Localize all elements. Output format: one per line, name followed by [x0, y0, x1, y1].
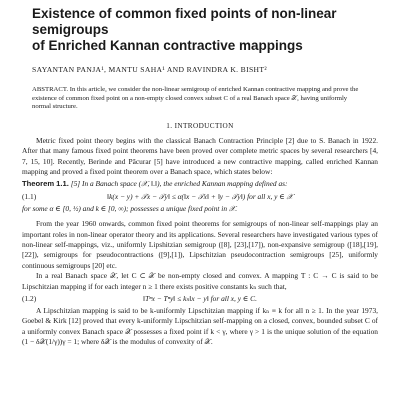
theorem-text: [5] In a Banach space (𝒳, ‖.‖), the enriched Kannan mapping defined as:	[70, 179, 288, 189]
abstract	[32, 86, 366, 112]
intro-paragraph: Metric fixed point theory begins with the classical Banach Contraction Principle [2] due to S. Banach in 1922. After that many famous fixed point theorems have been proved over complete metric spaces by several researchers [4, 7, 15, 10]. Recently, Berinde and Păcurar [5] have introduced a new contractive mapping, called enriched Kannan mapping and proved a fixed point theorem over a Banach space, which states below:	[22, 135, 378, 176]
paragraph-2: From the year 1960 onwards, common fixed point theorems for semigroups of non-linear self-mappings play an important roles in non-linear operator theory and its applications. Several researchers have investigated various types of non-linear self-mappings, viz., uniformly Lipshitzian semigroup ([8], [23],[17]), non-expansive semigroup ([18],[19], [22]), semigroups for pseudocontractions ([9],[1]), Lipschitzian pseudocontraction semigroups [25], uniformly continuous semigroups [20] etc.	[22, 219, 378, 270]
equation-number: (1.1)	[22, 191, 37, 201]
paper-title	[32, 6, 378, 54]
theorem-label: Theorem 1.1.	[22, 179, 69, 189]
equation-body: ‖k(x − y) + 𝒯x − 𝒯y‖ ≤ α(‖x − 𝒯x‖ + ‖y − 𝒯y‖) for all x, y ∈ 𝒳	[107, 191, 293, 201]
equation-body: ‖Tⁿx − Tⁿy‖ ≤ kₙ‖x − y‖ for all x, y ∈ C.	[143, 294, 257, 304]
abstract-label: ABSTRACT.	[32, 86, 69, 93]
section-heading: 1. INTRODUCTION	[166, 121, 234, 130]
theorem	[22, 179, 378, 189]
equation-number: (1.2)	[22, 294, 37, 304]
authors: SAYANTAN PANJA¹, MANTU SAHA¹ AND RAVINDRA K. BISHT²	[32, 65, 267, 74]
theorem-continuation: for some α ∈ [0, ½) and k ∈ [0, ∞); possesses a unique fixed point in 𝒳.	[22, 203, 238, 213]
abstract-text: In this article, we consider the non-linear semigroup of enriched Kannan contractive mapping and prove the existence of common fixed point on a non-empty closed convex subset C of a real Banach space 𝒳, having uniformly normal structure.	[32, 86, 359, 111]
title-line-1: Existence of common fixed points of non-linear semigroups	[32, 6, 337, 37]
paragraph-3: In a real Banach space 𝒳, let C ⊂ 𝒳 be non-empty closed and convex. A mapping T : C → C is said to be Lipschitzian mapping if for each integer n ≥ 1 there exists positive constants kₙ such that,	[22, 271, 378, 291]
title-line-2: of Enriched Kannan contractive mappings	[32, 38, 303, 53]
paragraph-4: A Lipschitzian mapping is said to be k-uniformly Lipschitzian mapping if kₙ ≡ k for all n ≥ 1. In the year 1973, Goebel & Kirk [12] proved that every k-uniformly Lipschitzian self-mapping on a closed, convex, bounded subset C of a uniformly convex Banach space 𝒳 possesses a fixed point if k < γ, where γ > 1 is the unique solution of the equation (1 − δ𝒳(1/γ))γ = 1; where δ𝒳 is the modulus of convexity of 𝒳.	[22, 306, 378, 347]
equation-1-2	[22, 292, 378, 306]
equation-1-1	[22, 190, 378, 204]
